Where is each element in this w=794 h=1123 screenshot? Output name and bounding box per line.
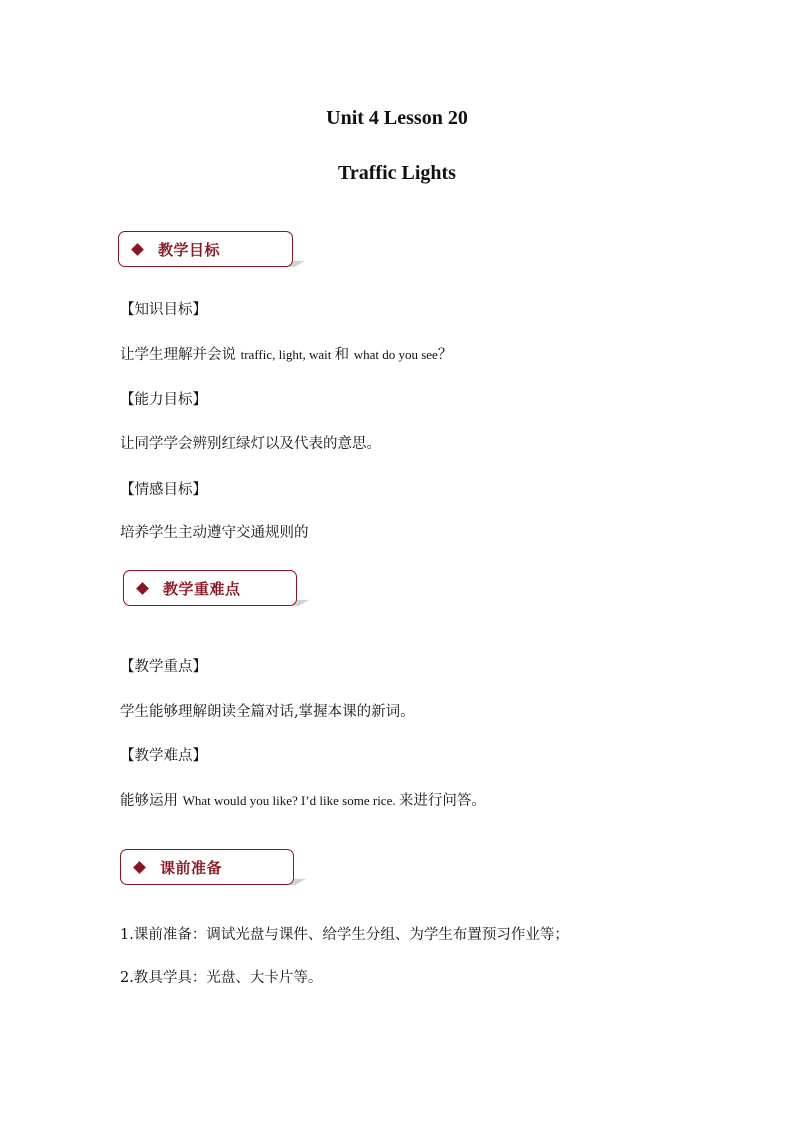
knowledge-text-cn-3: ？ [437, 347, 453, 363]
diamond-bullet-icon [133, 861, 146, 874]
knowledge-text-cn-1: 让学生理解并会说 [120, 347, 241, 363]
section-heading-key-points [123, 570, 297, 606]
knowledge-text-en-1: traffic, light, wait [240, 347, 335, 362]
teaching-difficulty-label: 【教学难点】 [120, 748, 207, 764]
knowledge-objective-text [120, 345, 452, 365]
ability-objective-label: 【能力目标】 [120, 392, 207, 408]
teaching-focus-text: 学生能够理解朗读全篇对话,掌握本课的新词。 [120, 704, 415, 720]
ability-objective-text: 让同学学会辨别红绿灯以及代表的意思。 [120, 436, 381, 452]
diamond-bullet-icon [131, 243, 144, 256]
knowledge-text-cn-2: 和 [334, 347, 354, 363]
emotion-objective-label: 【情感目标】 [120, 482, 207, 498]
difficulty-text-en: What would you like? I’d like some rice. [182, 793, 399, 808]
section-heading-frame [123, 570, 297, 606]
difficulty-text-cn-1: 能够运用 [120, 793, 183, 809]
section-heading-label: 教学重难点 [163, 579, 241, 598]
section-heading-preparation [120, 849, 294, 885]
teaching-difficulty-text [120, 791, 486, 811]
emotion-objective-text: 培养学生主动遵守交通规则的 [120, 525, 309, 541]
preparation-item-2: 2.教具学具：光盘、大卡片等。 [120, 970, 323, 986]
knowledge-text-en-2: what do you see [353, 347, 438, 362]
section-heading-objectives [118, 231, 293, 267]
section-heading-label: 教学目标 [158, 240, 221, 259]
section-heading-frame [120, 849, 294, 885]
diamond-bullet-icon [136, 582, 149, 595]
section-heading-label: 课前准备 [160, 858, 223, 877]
document-title: Unit 4 Lesson 20 [326, 107, 468, 129]
document-subtitle: Traffic Lights [338, 162, 456, 184]
preparation-item-1: 1.课前准备：调试光盘与课件、给学生分组、为学生布置预习作业等； [120, 927, 569, 943]
section-heading-frame [118, 231, 293, 267]
teaching-focus-label: 【教学重点】 [120, 659, 207, 675]
difficulty-text-cn-2: 来进行问答。 [398, 793, 486, 809]
knowledge-objective-label: 【知识目标】 [120, 302, 207, 318]
